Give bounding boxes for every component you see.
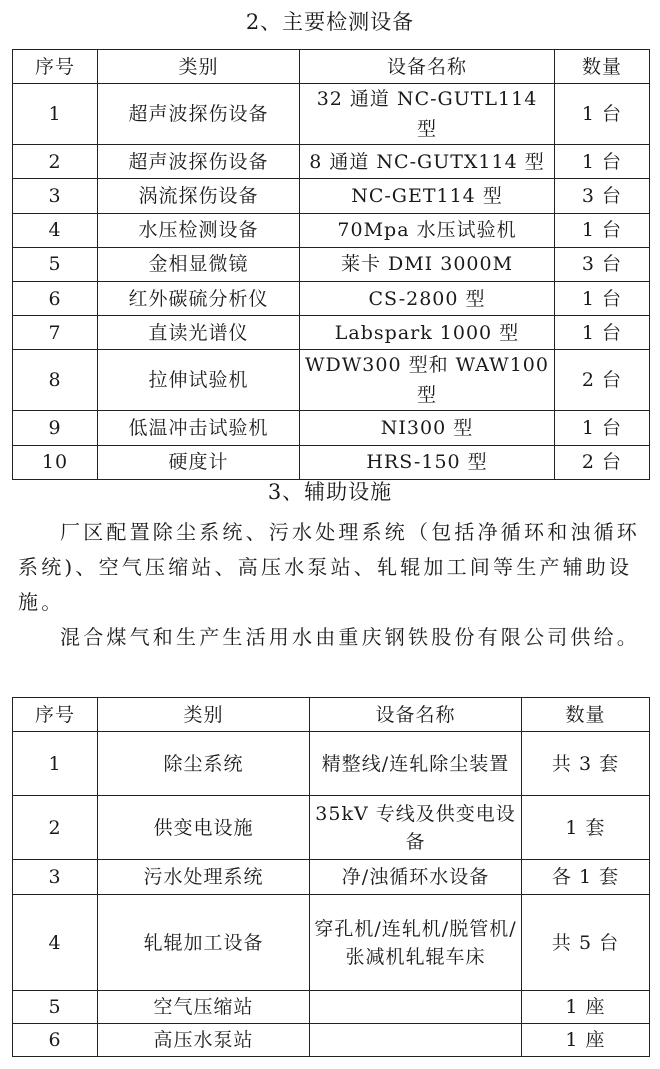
- cell-equipment-name: NC-GET114 型: [300, 179, 555, 213]
- header-equipment-name: 设备名称: [310, 698, 522, 732]
- table-header-row: [13, 698, 650, 732]
- header-category: 类别: [98, 50, 300, 84]
- cell-category: 轧辊加工设备: [98, 895, 310, 991]
- cell-serial: 6: [13, 281, 98, 315]
- cell-quantity: 3 台: [555, 179, 650, 213]
- cell-equipment-name: Labspark 1000 型: [300, 316, 555, 350]
- cell-equipment-name: HRS-150 型: [300, 445, 555, 479]
- cell-serial: 3: [13, 860, 98, 895]
- table-row: [13, 411, 650, 445]
- table-row: [13, 145, 650, 179]
- paragraph-auxiliary-facilities: 厂区配置除尘系统、污水处理系统（包括净循环和浊循环系统)、空气压缩站、高压水泵站、轧辊加工间等生产辅助设施。: [18, 520, 640, 614]
- cell-serial: 5: [13, 247, 98, 281]
- cell-quantity: 1 座: [522, 991, 650, 1024]
- cell-equipment-name: 精整线/连轧除尘装置: [310, 732, 522, 796]
- cell-serial: 6: [13, 1024, 98, 1057]
- cell-quantity: 2 台: [555, 445, 650, 479]
- cell-category: 金相显微镜: [98, 247, 300, 281]
- cell-quantity: 1 台: [555, 145, 650, 179]
- cell-quantity: 1 套: [522, 796, 650, 860]
- header-serial: 序号: [13, 698, 98, 732]
- cell-category: 高压水泵站: [98, 1024, 310, 1057]
- cell-quantity: 2 台: [555, 350, 650, 411]
- cell-serial: 5: [13, 991, 98, 1024]
- cell-equipment-name: 32 通道 NC-GUTL114 型: [300, 84, 555, 145]
- cell-category: 水压检测设备: [98, 213, 300, 247]
- table-row: [13, 732, 650, 796]
- cell-category: 超声波探伤设备: [98, 145, 300, 179]
- cell-quantity: 1 台: [555, 213, 650, 247]
- cell-serial: 2: [13, 796, 98, 860]
- cell-serial: 2: [13, 145, 98, 179]
- cell-equipment-name: [310, 1024, 522, 1057]
- cell-equipment-name: NI300 型: [300, 411, 555, 445]
- table-row: [13, 281, 650, 315]
- cell-category: 空气压缩站: [98, 991, 310, 1024]
- header-quantity: 数量: [522, 698, 650, 732]
- cell-category: 红外碳硫分析仪: [98, 281, 300, 315]
- cell-serial: 10: [13, 445, 98, 479]
- cell-serial: 4: [13, 213, 98, 247]
- header-equipment-name: 设备名称: [300, 50, 555, 84]
- header-category: 类别: [98, 698, 310, 732]
- cell-category: 污水处理系统: [98, 860, 310, 895]
- cell-equipment-name: 8 通道 NC-GUTX114 型: [300, 145, 555, 179]
- cell-quantity: 3 台: [555, 247, 650, 281]
- cell-quantity: 1 台: [555, 411, 650, 445]
- section-3-title: 3、辅助设施: [267, 480, 393, 504]
- cell-quantity: 共 3 套: [522, 732, 650, 796]
- cell-serial: 8: [13, 350, 98, 411]
- main-testing-equipment-table: [12, 49, 650, 480]
- cell-category: 超声波探伤设备: [98, 84, 300, 145]
- cell-category: 供变电设施: [98, 796, 310, 860]
- table-row: [13, 796, 650, 860]
- cell-quantity: 1 台: [555, 316, 650, 350]
- table-row: [13, 895, 650, 991]
- cell-equipment-name: 穿孔机/连轧机/脱管机/张减机轧辊车床: [310, 895, 522, 991]
- cell-serial: 1: [13, 732, 98, 796]
- header-serial: 序号: [13, 50, 98, 84]
- table-row: [13, 860, 650, 895]
- cell-equipment-name: 35kV 专线及供变电设备: [310, 796, 522, 860]
- cell-quantity: 共 5 台: [522, 895, 650, 991]
- cell-serial: 1: [13, 84, 98, 145]
- cell-category: 硬度计: [98, 445, 300, 479]
- table-row: [13, 84, 650, 145]
- table-row: [13, 247, 650, 281]
- cell-equipment-name: 净/浊循环水设备: [310, 860, 522, 895]
- cell-category: 直读光谱仪: [98, 316, 300, 350]
- table-row: [13, 991, 650, 1024]
- cell-equipment-name: WDW300 型和 WAW100 型: [300, 350, 555, 411]
- cell-equipment-name: CS-2800 型: [300, 281, 555, 315]
- cell-serial: 9: [13, 411, 98, 445]
- cell-quantity: 各 1 套: [522, 860, 650, 895]
- table-row: [13, 179, 650, 213]
- table-row: [13, 350, 650, 411]
- cell-equipment-name: 莱卡 DMI 3000M: [300, 247, 555, 281]
- table-row: [13, 213, 650, 247]
- cell-category: 低温冲击试验机: [98, 411, 300, 445]
- table-row: [13, 316, 650, 350]
- cell-serial: 7: [13, 316, 98, 350]
- cell-category: 除尘系统: [98, 732, 310, 796]
- cell-quantity: 1 台: [555, 84, 650, 145]
- cell-serial: 4: [13, 895, 98, 991]
- cell-category: 拉伸试验机: [98, 350, 300, 411]
- auxiliary-facilities-table: [12, 697, 650, 1057]
- cell-quantity: 1 座: [522, 1024, 650, 1057]
- cell-quantity: 1 台: [555, 281, 650, 315]
- cell-category: 涡流探伤设备: [98, 179, 300, 213]
- cell-serial: 3: [13, 179, 98, 213]
- table-row: [13, 445, 650, 479]
- table-row: [13, 1024, 650, 1057]
- header-quantity: 数量: [555, 50, 650, 84]
- cell-equipment-name: 70Mpa 水压试验机: [300, 213, 555, 247]
- table-header-row: [13, 50, 650, 84]
- section-2-title: 2、主要检测设备: [245, 10, 415, 34]
- cell-equipment-name: [310, 991, 522, 1024]
- paragraph-gas-water-supply: 混合煤气和生产生活用水由重庆钢铁股份有限公司供给。: [60, 625, 640, 649]
